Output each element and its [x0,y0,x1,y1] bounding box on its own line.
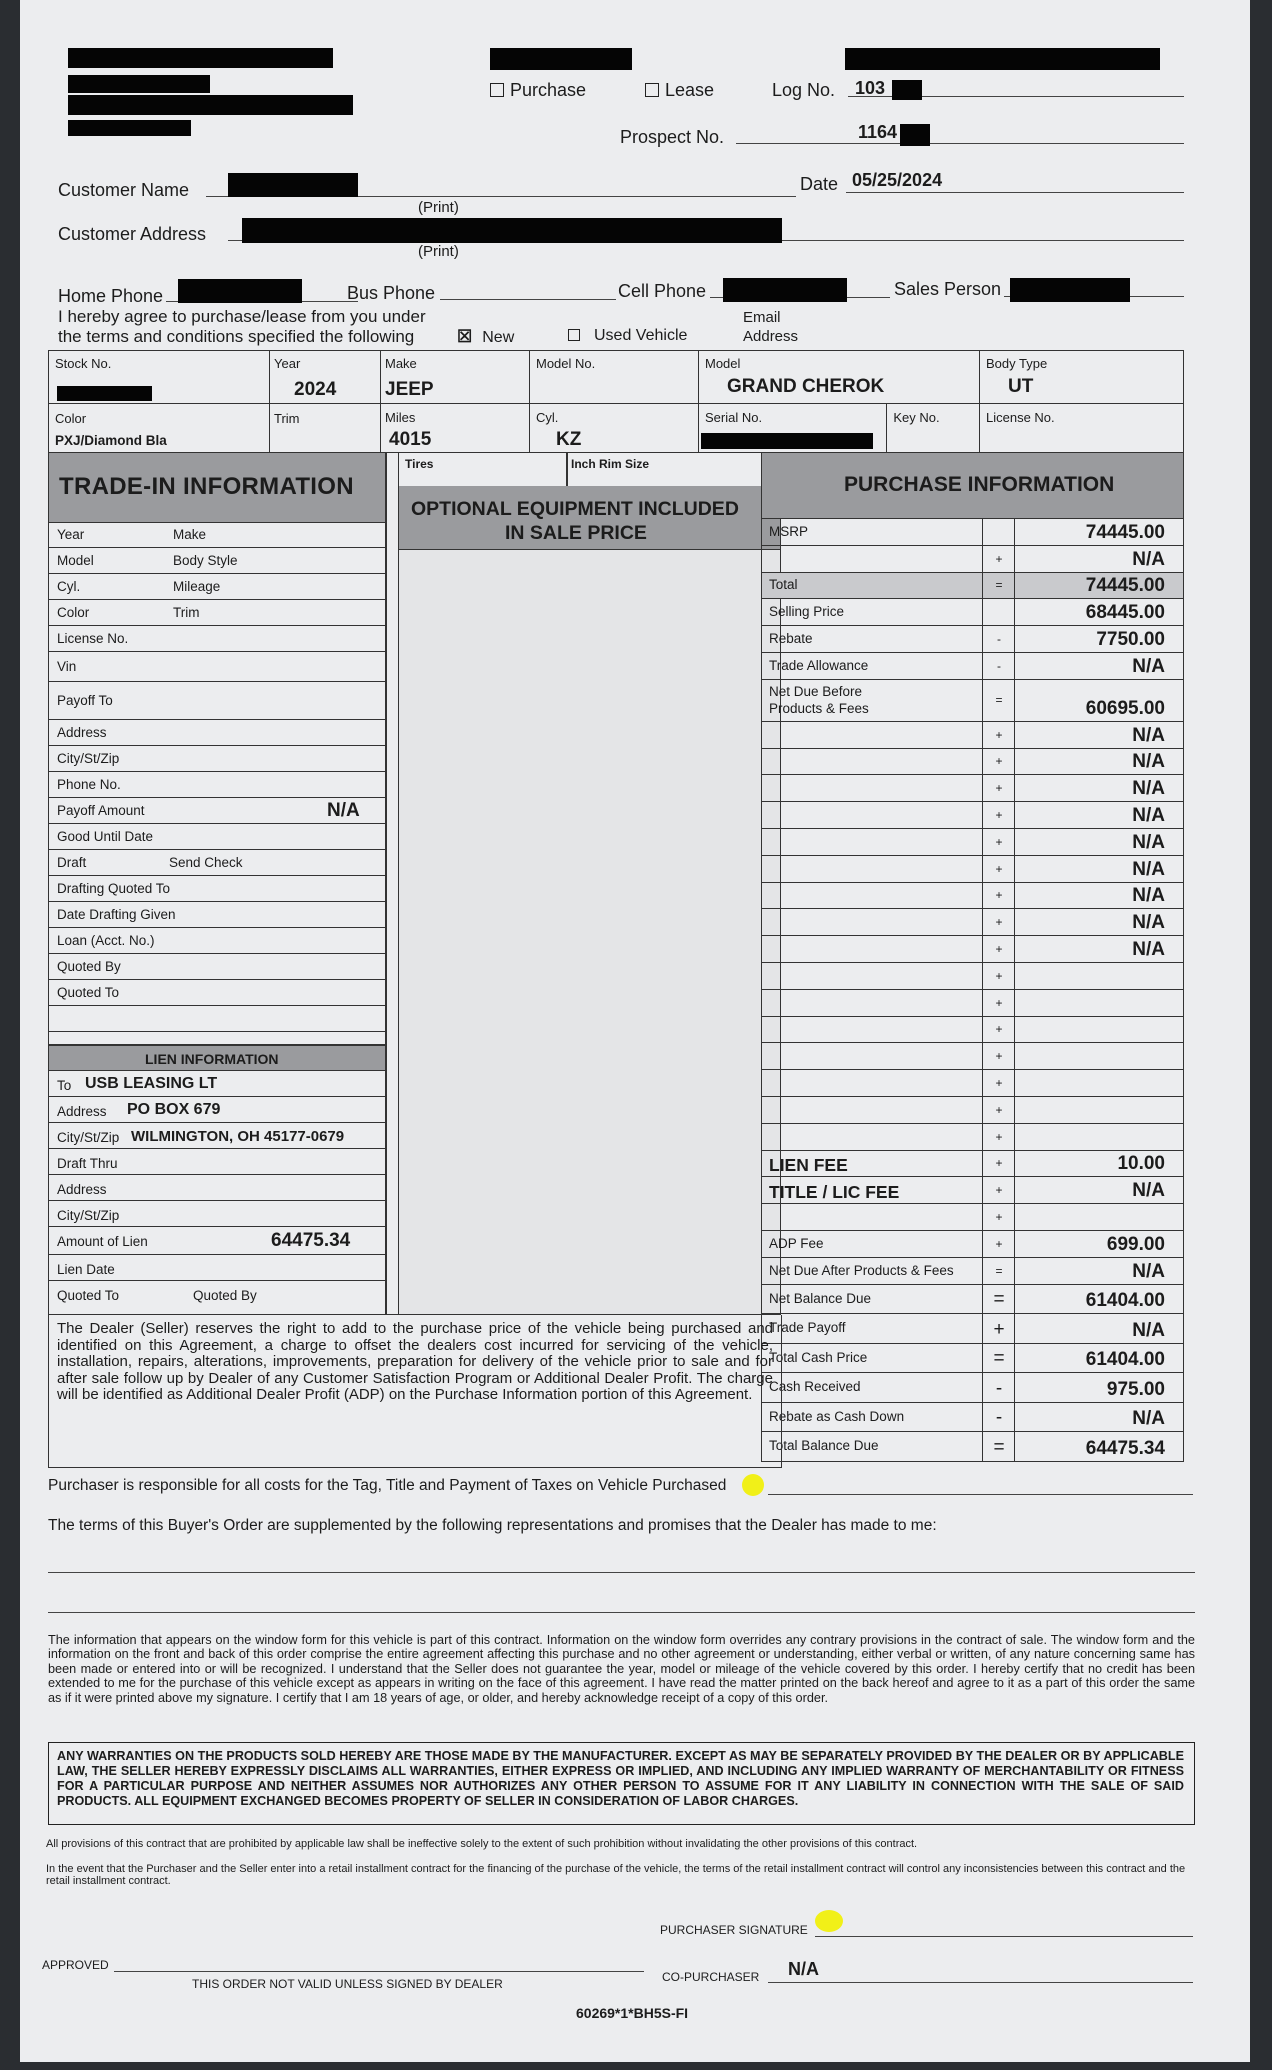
purchase-row[interactable] [761,1258,1184,1285]
body-type-value: UT [1008,376,1034,397]
purchase-row-label: Selling Price [769,604,845,620]
purchase-row-operator: + [993,1318,1005,1340]
purchase-row[interactable] [761,1124,1184,1151]
buyers-order-form [20,0,1250,2062]
trade-in-field-label: Draft [57,855,87,870]
make-cell[interactable] [381,351,530,404]
miles-value: 4015 [389,429,432,450]
lien-quoted-to-label: Quoted To [57,1288,120,1303]
purchase-row-value: 74445.00 [1085,575,1165,597]
trade-in-field-label: Drafting Quoted To [57,881,171,896]
lease-checkbox-box[interactable] [645,83,659,97]
trade-in-row[interactable] [49,522,385,548]
trade-in-row[interactable] [49,980,385,1006]
new-checkbox[interactable] [457,327,514,347]
license-label: License No. [986,410,1055,425]
customer-name-print-note: (Print) [418,199,459,216]
approved-line[interactable] [114,1971,644,1972]
purchase-row-label: Rebate as Cash Down [769,1408,905,1424]
warranty-box [48,1742,1195,1825]
purchase-row-label: Trade Payoff [769,1320,846,1336]
highlight-mark-2 [815,1910,843,1932]
trade-in-field-label: Address [57,725,107,740]
lien-title: LIEN INFORMATION [145,1051,279,1067]
trade-in-row[interactable] [49,746,385,772]
purchase-row-operator: + [995,754,1003,769]
agree-line-2: the terms and conditions specified the following [58,327,415,346]
customer-address-label: Customer Address [58,224,207,244]
purchase-row[interactable] [761,883,1184,910]
used-vehicle-label: Used Vehicle [594,327,688,344]
purchase-row-value: 61404.00 [1085,1290,1165,1312]
trade-in-row[interactable] [49,772,385,798]
new-checkbox-checked-icon[interactable]: ☒ [457,327,473,346]
redacted-log-no [892,80,922,100]
trade-in-field-label: Year [57,527,85,542]
redacted-prospect-no [900,124,930,146]
purchase-row[interactable] [761,653,1184,680]
purchase-row-operator: + [995,995,1003,1010]
trade-in-row[interactable] [49,548,385,574]
make-value: JEEP [385,379,434,400]
purchase-row-operator: = [993,1289,1005,1311]
log-no-label: Log No. [772,80,836,100]
purchase-checkbox-box[interactable] [490,83,504,97]
inch-rim-label: Inch Rim Size [571,457,650,471]
trade-in-field-label: Date Drafting Given [57,907,176,922]
email-label-1: Email [743,309,781,326]
trade-in-field-label: License No. [57,631,129,646]
trade-in-blank-row[interactable] [49,1006,385,1032]
purchase-row[interactable] [761,1177,1184,1204]
trade-in-field-label: Quoted By [57,959,121,974]
serial-cell[interactable] [699,404,887,453]
purchase-row-operator: + [995,1183,1003,1198]
purchase-row-label: TITLE / LIC FEE [769,1182,900,1203]
purchase-row[interactable] [761,856,1184,883]
tires-label-row [399,453,780,487]
trade-in-field-label: Quoted To [57,985,120,1000]
trade-in-row[interactable] [49,850,385,876]
vehicle-table [48,350,1184,453]
trade-in-field-label: Vin [57,659,77,674]
purchase-row[interactable] [761,1204,1184,1231]
dealer-note-box [48,1315,782,1468]
trade-in-header [49,453,385,523]
bus-phone-line [440,299,616,300]
purchase-row-operator: = [993,1348,1005,1370]
optional-title-line1: OPTIONAL EQUIPMENT INCLUDED [411,498,739,520]
stock-cell[interactable] [49,351,270,404]
purchase-row-value: N/A [1132,1408,1165,1430]
trade-in-row[interactable] [49,626,385,652]
purchase-row-operator: + [995,727,1003,742]
dealer-note-text: The Dealer (Seller) reserves the right to add to the purchase price of the vehicle being purchased and identified on this Agreement, a charge to offset the dealers cost incurred for servicing of the vehicle, installation, repairs, alterations, improvements, preparation for delivery of the vehicle prior to sale and for after sale follow up by Dealer of any Customer Satisfaction Program or Additional Dealer Profit. The charge will be identified as Additional Dealer Profit (ADP) on the Purchase Information portion of this Agreement. [57,1320,773,1403]
purchase-row-operator: - [997,658,1001,673]
not-valid-label: THIS ORDER NOT VALID UNLESS SIGNED BY DEALER [192,1977,503,1991]
purchase-row-label: Net Balance Due [769,1290,872,1306]
body-type-cell[interactable] [980,351,1184,404]
trade-in-field-label: City/St/Zip [57,751,120,766]
purchase-row[interactable] [761,990,1184,1017]
used-vehicle-checkbox-box[interactable] [568,329,580,341]
purchase-row-operator: - [997,632,1001,647]
prospect-no-line [736,143,1184,144]
warranty-text: ANY WARRANTIES ON THE PRODUCTS SOLD HEREBY ARE THOSE MADE BY THE MANUFACTURER. EXCEPT AS MAY BE SEPARATELY PROVIDED BY THE DEALER OR BY APPLICABLE LAW, THE SELLER HEREBY EXPRESSLY DISCLAIMS ALL WARRANTIES, EITHER EXPRESS OR IMPLIED, AND INCLUDING ANY IMPLIED WARRANTY OF MERCHANTABILITY OR FITNESS FOR A PARTICULAR PURPOSE AND NEITHER ASSUMES NOR AUTHORIZES ANY OTHER PERSON TO ASSUME FOR IT ANY LIABILITY IN CONNECTION WITH THE SALE OF SAID PRODUCTS. ALL EQUIPMENT EXCHANGED BECOMES PROPERTY OF SELLER IN CONSIDERATION OF LABOR CHARGES. [57,1749,1184,1808]
co-purchaser-line[interactable] [768,1982,1193,1983]
purchaser-signature-line[interactable] [815,1936,1193,1937]
redacted-dealer-city [68,95,353,115]
purchase-row[interactable] [761,680,1184,722]
purchase-row[interactable] [761,1373,1184,1403]
license-cell[interactable] [980,404,1184,453]
cyl-cell[interactable] [530,404,699,453]
redacted-serial-no [701,433,873,449]
purchase-row-operator: = [995,693,1003,708]
purchase-row-value: N/A [1132,1180,1165,1202]
trade-in-title: TRADE-IN INFORMATION [59,473,354,500]
trade-in-field-label-secondary: Body Style [173,553,238,568]
purchase-info-section [761,452,1184,1468]
purchase-row-value: N/A [1132,548,1165,570]
purchase-row-value: N/A [1132,804,1165,826]
trade-in-field-label: Payoff Amount [57,803,145,818]
purchase-row-value: N/A [1132,778,1165,800]
lien-amount-value: 64475.34 [271,1230,351,1251]
purchase-row[interactable] [761,1231,1184,1258]
lien-quoted-by-label: Quoted By [193,1288,257,1303]
trade-in-field-label-secondary: Mileage [173,579,221,594]
purchase-row-operator: + [995,1210,1003,1225]
lien-address-row[interactable] [49,1097,385,1123]
purchase-row[interactable] [761,546,1184,573]
purchase-row[interactable] [761,1097,1184,1124]
model-cell[interactable] [699,351,980,404]
customer-address-print-note: (Print) [418,243,459,260]
redacted-dealer-phone [68,120,191,136]
trade-in-field-label: Cyl. [57,579,81,594]
optional-equipment-header [399,486,780,550]
tires-label: Tires [405,457,434,471]
purchase-row-operator: - [995,1407,1003,1429]
purchase-row-operator: + [995,1102,1003,1117]
purchase-row-operator: + [995,942,1003,957]
purchase-info-title: PURCHASE INFORMATION [844,473,1115,496]
purchase-row-operator: + [995,781,1003,796]
email-label-2: Address [743,328,799,345]
supplement-line-1 [48,1572,1195,1573]
customer-name-label: Customer Name [58,180,190,200]
redacted-dealer-name [68,48,333,68]
trade-in-row[interactable] [49,902,385,928]
lien-to-label: To [57,1078,72,1093]
provisions-text: All provisions of this contract that are prohibited by applicable law shall be ineffective solely to the extent of such prohibition without invalidating the other provisions of this contract. [46,1838,918,1850]
cell-phone-label: Cell Phone [618,281,707,301]
redacted-header-center [490,48,632,70]
date-value[interactable]: 05/25/2024 [852,170,943,190]
lien-city2-label: City/St/Zip [57,1208,120,1223]
purchase-row-operator: + [995,551,1003,566]
lien-city-label: City/St/Zip [57,1130,120,1145]
redacted-cell-phone [723,278,847,302]
purchase-row-value: N/A [1132,724,1165,746]
purchase-row-operator: + [995,1076,1003,1091]
make-label: Make [385,356,417,371]
purchase-row-value: 975.00 [1106,1378,1165,1400]
purchase-row-value: N/A [1132,1260,1165,1282]
purchase-row-operator: + [995,1129,1003,1144]
purchase-row[interactable] [761,722,1184,749]
color-cell[interactable] [49,404,270,453]
purchase-row-value: N/A [1132,1319,1165,1341]
lien-to-value: USB LEASING LT [85,1075,218,1092]
purchase-row-label: LIEN FEE [769,1155,848,1176]
trade-in-field-label: Payoff To [57,693,113,708]
lien-address2-label: Address [57,1182,107,1197]
window-form-text: The information that appears on the window form for this vehicle is part of this contract. Information on the window form overrides any contrary provisions in the contract of sale. The window form and the information on the front and back of this order comprise the entire agreement affecting this purchase and no other agreement or understanding, either verbal or written, of any nature concerning same has been made or entered into or will be recognized. I understand that the Seller does not guarantee the year, model or mileage of the vehicle covered by this order. I hereby certify that no credit has been extended to me for the purchase of this vehicle except as appears in writing on the face of this agreement. I have read the matter printed on the back hereof and agree to it as a part of this order the same as if it were printed above my signature. I certify that I am 18 years of age, or older, and hereby acknowledge receipt of a copy of this order. [48,1633,1195,1705]
purchase-row-label: Net Due After Products & Fees [769,1262,954,1278]
lien-address-value: PO BOX 679 [127,1101,221,1118]
purchase-row[interactable] [761,829,1184,856]
date-label: Date [800,174,839,194]
purchase-row[interactable] [761,1432,1184,1462]
purchase-row-operator: + [995,861,1003,876]
purchase-row-value: N/A [1132,938,1165,960]
purchase-row[interactable] [761,749,1184,776]
trade-in-field-label: Color [57,605,90,620]
lien-address-label: Address [57,1104,107,1119]
approved-label: APPROVED [42,1958,109,1972]
purchase-row[interactable] [761,599,1184,626]
purchase-row-value: N/A [1132,885,1165,907]
trade-in-right-strip [385,453,387,1315]
prospect-no-value[interactable]: 1164 [858,122,898,142]
lien-draft-thru-label: Draft Thru [57,1156,118,1171]
trade-in-field-label-secondary: Make [173,527,207,542]
purchase-row[interactable] [761,1017,1184,1044]
purchase-row-operator: + [995,1236,1003,1251]
purchase-row-label: Rebate [769,631,813,647]
co-purchaser-label: CO-PURCHASER [662,1970,760,1984]
purchase-row-value: N/A [1132,831,1165,853]
purchase-row-value: 10.00 [1117,1153,1165,1175]
model-no-cell[interactable] [530,351,699,404]
purchase-row-value: 60695.00 [1085,697,1165,719]
payoff-amount-value: N/A [327,800,360,821]
purchase-row-value: N/A [1132,912,1165,934]
miles-cell[interactable] [381,404,530,453]
lien-amount-row[interactable] [49,1227,385,1255]
purchase-row-label: Total Balance Due [769,1438,879,1454]
model-value: GRAND CHEROK [727,376,885,397]
purchase-label: Purchase [510,80,587,100]
optional-title-line2: IN SALE PRICE [505,522,647,544]
lien-city2-row[interactable] [49,1201,385,1227]
trade-in-row[interactable] [49,720,385,746]
trade-in-blank-row[interactable] [49,1032,385,1045]
trim-label: Trim [274,411,300,426]
trade-in-row[interactable] [49,600,385,626]
trade-in-row[interactable] [49,682,385,720]
cyl-label: Cyl. [536,410,559,425]
purchase-row[interactable] [761,963,1184,990]
tag-title-line [768,1494,1193,1495]
purchase-row-operator: + [995,915,1003,930]
home-phone-label: Home Phone [58,286,164,306]
purchase-row-value: 7750.00 [1096,628,1165,650]
body-type-label: Body Type [986,356,1048,371]
trade-in-row[interactable] [49,876,385,902]
purchase-row[interactable] [761,519,1184,546]
purchase-row-value: 699.00 [1106,1233,1165,1255]
purchase-row-operator: + [995,1049,1003,1064]
model-no-label: Model No. [536,356,596,371]
log-no-value[interactable]: 103 [855,78,886,98]
purchase-row-value: 74445.00 [1085,521,1165,543]
trade-in-section [48,452,416,1315]
trade-in-row[interactable] [49,824,385,850]
color-label: Color [55,411,87,426]
redacted-customer-name [228,173,358,197]
trade-in-row[interactable] [49,928,385,954]
purchaser-signature-label: PURCHASER SIGNATURE [660,1923,808,1937]
purchase-row-operator: = [995,1263,1003,1278]
purchase-row-value: 64475.34 [1085,1437,1165,1459]
bus-phone-label: Bus Phone [347,283,436,303]
purchase-row-operator: - [995,1377,1003,1399]
trim-cell[interactable] [270,404,381,453]
purchase-row-operator: + [995,834,1003,849]
retail-text: In the event that the Purchaser and the Seller enter into a retail installment contract for the financing of the purchase of the vehicle, the terms of the retail installment contract will control any inconsistencies between this contract and the retail installment contract. [46,1863,1186,1887]
trade-in-field-label: Phone No. [57,777,121,792]
lien-city-row[interactable] [49,1123,385,1149]
trade-in-row[interactable] [49,652,385,682]
used-vehicle-checkbox[interactable] [568,327,687,345]
model-label: Model [705,356,741,371]
miles-label: Miles [385,410,416,425]
purchase-row-operator: + [995,1022,1003,1037]
purchase-row-label: Trade Allowance [769,657,869,673]
purchase-row-operator: + [995,968,1003,983]
lien-date-row[interactable] [49,1255,385,1281]
purchase-row-label: Cash Received [769,1379,861,1395]
redacted-stock-no [57,386,152,401]
lien-address2-row[interactable] [49,1175,385,1201]
trade-in-row[interactable] [49,574,385,600]
optional-equipment-section [398,452,781,1315]
redacted-home-phone [178,279,302,303]
purchase-info-header [761,452,1184,519]
co-purchaser-value: N/A [788,1959,819,1979]
purchase-row[interactable] [761,1403,1184,1433]
prospect-no-label: Prospect No. [620,127,725,147]
redacted-customer-address [242,218,782,243]
purchase-row[interactable] [761,1070,1184,1097]
trade-in-row[interactable] [49,798,385,824]
purchase-row-operator: = [995,578,1003,593]
purchase-row-label: Net Due Before [769,683,863,699]
year-cell[interactable] [270,351,381,404]
sales-person-label: Sales Person [894,279,1002,299]
lease-label: Lease [665,80,715,100]
date-line [846,192,1184,193]
tag-title-text: Purchaser is responsible for all costs for the Tag, Title and Payment of Taxes on Vehicle Purchased [48,1477,727,1494]
purchase-row[interactable] [761,1344,1184,1374]
purchase-row[interactable] [761,802,1184,829]
trade-in-field-label-secondary: Send Check [169,855,243,870]
cyl-value: KZ [556,429,582,450]
agree-line-1: I hereby agree to purchase/lease from you under [58,307,426,326]
purchase-row-label: Total Cash Price [769,1349,868,1365]
supplement-text: The terms of this Buyer's Order are supplemented by the following representations and promises that the Dealer has made to me: [48,1517,937,1534]
trade-in-field-label: Good Until Date [57,829,154,844]
year-value: 2024 [294,379,337,400]
trade-in-field-label-secondary: Trim [173,605,200,620]
lien-amount-label: Amount of Lien [57,1234,148,1249]
highlight-mark-1 [742,1474,764,1496]
redacted-header-right [845,48,1160,70]
purchase-row[interactable] [761,1314,1184,1344]
redacted-sales-person [1010,278,1130,302]
lien-header [49,1045,385,1071]
key-cell[interactable] [887,404,980,453]
purchase-row[interactable] [761,1043,1184,1070]
purchase-row[interactable] [761,936,1184,963]
purchase-row[interactable] [761,626,1184,653]
purchase-row[interactable] [761,909,1184,936]
key-label: Key No. [893,410,940,425]
lien-quoted-row[interactable] [49,1281,385,1307]
supplement-line-2 [48,1612,1195,1613]
purchase-row-operator: + [995,808,1003,823]
purchase-row[interactable] [761,573,1184,600]
purchase-row-label: Total [769,577,798,593]
purchase-row-value: N/A [1132,655,1165,677]
purchase-row[interactable] [761,1285,1184,1315]
purchase-row-operator: = [993,1436,1005,1458]
purchase-row-label: ADP Fee [769,1235,824,1251]
redacted-dealer-address [68,75,210,93]
lien-to-row[interactable] [49,1071,385,1097]
purchase-row-value: N/A [1132,751,1165,773]
lien-draft-thru-row[interactable] [49,1149,385,1175]
purchase-row-value: N/A [1132,858,1165,880]
trade-in-row[interactable] [49,954,385,980]
purchase-row[interactable] [761,775,1184,802]
purchase-row-operator: + [995,888,1003,903]
year-label: Year [274,356,301,371]
purchase-row-operator: + [995,1156,1003,1171]
purchase-checkbox[interactable] [490,80,586,101]
purchase-row-label-line2: Products & Fees [769,700,869,716]
purchase-row[interactable] [761,1151,1184,1178]
form-code: 60269*1*BH5S-FI [576,2005,689,2021]
serial-label: Serial No. [705,410,763,425]
trade-in-field-label: Model [57,553,94,568]
purchase-row-label: MSRP [769,523,809,539]
new-label: New [482,329,515,346]
trade-in-field-label: Loan (Acct. No.) [57,933,155,948]
color-value: PXJ/Diamond Bla [55,433,167,448]
purchase-row-value: 61404.00 [1085,1349,1165,1371]
purchase-row-value: 68445.00 [1085,602,1165,624]
stock-label: Stock No. [55,356,112,371]
lien-city-value: WILMINGTON, OH 45177-0679 [131,1128,345,1145]
lease-checkbox[interactable] [645,80,714,101]
lien-date-label: Lien Date [57,1262,115,1277]
